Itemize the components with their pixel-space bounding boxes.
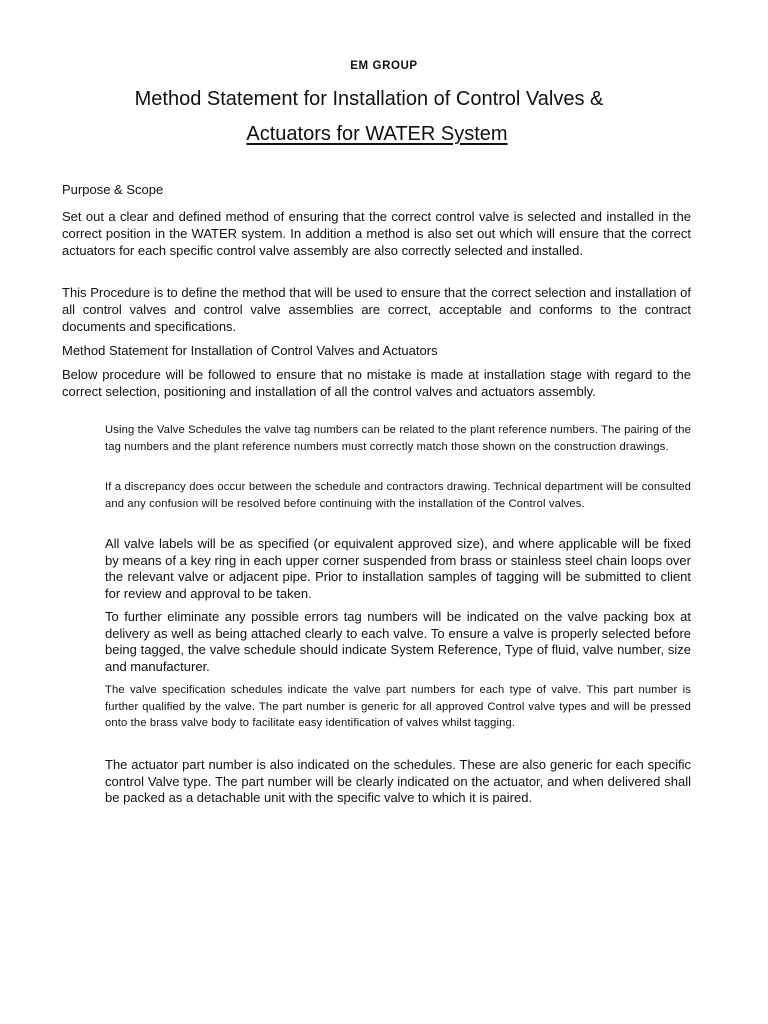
purpose-scope-heading: Purpose & Scope [62, 182, 164, 197]
purpose-paragraph: Set out a clear and defined method of ensuring that the correct control valve is selected and installed in the correct position in the WATER system. In addition a method is also set out which will ensure that the correct actuators for each specific control valve assembly are also correctly selected and installed. [62, 209, 691, 258]
document-title-line-2 [0, 121, 754, 147]
procedure-item-6: The actuator part number is also indicated on the schedules. These are also generic for each specific control Valve type. The part number will be clearly indicated on the actuator, and when delivered shall be packed as a detachable unit with the specific valve to which it is paired. [105, 757, 691, 805]
procedure-item-2: If a discrepancy does occur between the schedule and contractors drawing. Technical department will be consulted and any confusion will be resolved before continuing with the installation of the Control valves. [105, 481, 691, 510]
procedure-item-3: All valve labels will be as specified (or equivalent approved size), and where applicable will be fixed by means of a key ring in each upper corner suspended from brass or stainless steel chain loops over the relevant valve or adjacent pipe. Prior to installation samples of tagging will be submitted to client for review and approval to be taken. [105, 536, 691, 601]
procedure-item-4: To further eliminate any possible errors tag numbers will be indicated on the valve packing box at delivery as well as being attached clearly to each valve. To ensure a valve is properly selected before being tagged, the valve schedule should indicate System Reference, Type of fluid, valve number, size and manufacturer. [105, 609, 691, 674]
organization-name: EM GROUP [350, 60, 418, 72]
procedure-paragraph: This Procedure is to define the method that will be used to ensure that the correct selection and installation of all control valves and control valve assemblies are correct, acceptable and conforms to the contract documents and specifications. [62, 285, 691, 334]
procedure-intro-paragraph: Below procedure will be followed to ensure that no mistake is made at installation stage with regard to the correct selection, positioning and installation of all the control valves and actuators assembly. [62, 367, 691, 399]
procedure-item-1: Using the Valve Schedules the valve tag numbers can be related to the plant reference numbers. The pairing of the tag numbers and the plant reference numbers must correctly match those shown on the construction drawings. [105, 424, 691, 453]
document-title-line-1: Method Statement for Installation of Control Valves & [134, 88, 604, 110]
document-title-line-2-text: Actuators for WATER System [246, 123, 508, 145]
method-statement-heading: Method Statement for Installation of Control Valves and Actuators [62, 343, 438, 358]
procedure-item-5: The valve specification schedules indicate the valve part numbers for each type of valve. This part number is further qualified by the valve. The part number is generic for all approved Control valve types and will be pressed onto the brass valve body to facilitate easy identification of valves whilst tagging. [105, 684, 691, 729]
